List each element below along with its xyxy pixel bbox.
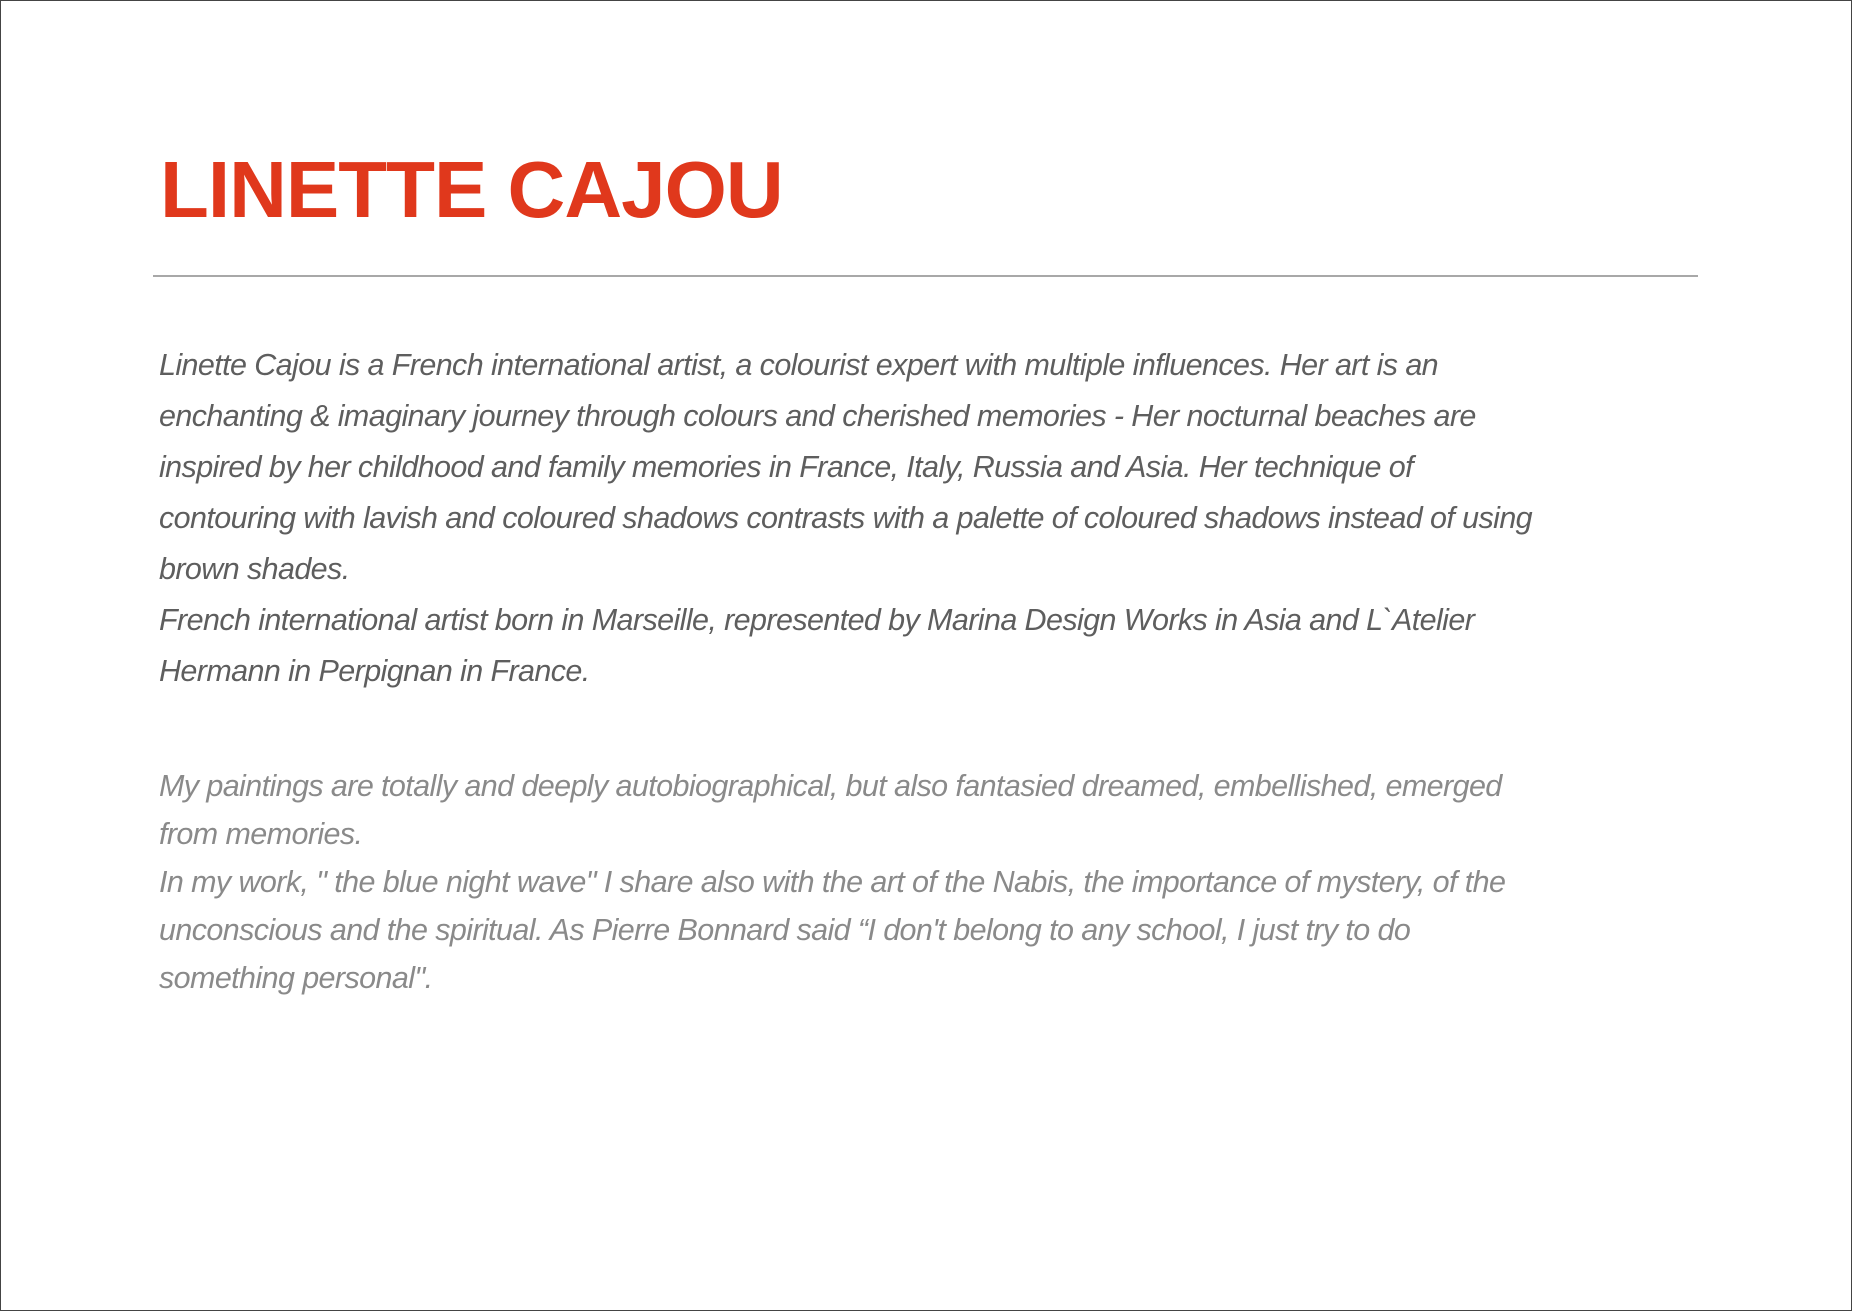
- bio-line: inspired by her childhood and family memories in France, Italy, Russia and Asia. Her technique of: [159, 450, 1413, 484]
- bio-line: contouring with lavish and coloured shadows contrasts with a palette of coloured shadows instead of using: [159, 501, 1533, 535]
- statement-line: In my work, " the blue night wave" I share also with the art of the Nabis, the importance of mystery, of the: [159, 865, 1506, 899]
- statement-line: something personal".: [159, 961, 433, 995]
- statement-line: unconscious and the spiritual. As Pierre Bonnard said “I don't belong to any school, I just try to do: [159, 913, 1411, 947]
- bio-line: enchanting & imaginary journey through colours and cherished memories - Her nocturnal beaches are: [159, 399, 1476, 433]
- artist-statement: [159, 762, 1505, 1002]
- bio-line: French international artist born in Marseille, represented by Marina Design Works in Asia and L`Atelier: [159, 603, 1475, 637]
- statement-line: from memories.: [159, 817, 363, 851]
- statement-line: My paintings are totally and deeply autobiographical, but also fantasied dreamed, embellished, emerged: [159, 769, 1502, 803]
- artist-name-heading: LINETTE CAJOU: [160, 145, 783, 234]
- bio-line: Linette Cajou is a French international artist, a colourist expert with multiple influences. Her art is an: [159, 348, 1439, 382]
- artist-bio: [159, 340, 1532, 697]
- bio-line: Hermann in Perpignan in France.: [159, 654, 590, 688]
- bio-line: brown shades.: [159, 552, 350, 586]
- divider: [153, 275, 1698, 277]
